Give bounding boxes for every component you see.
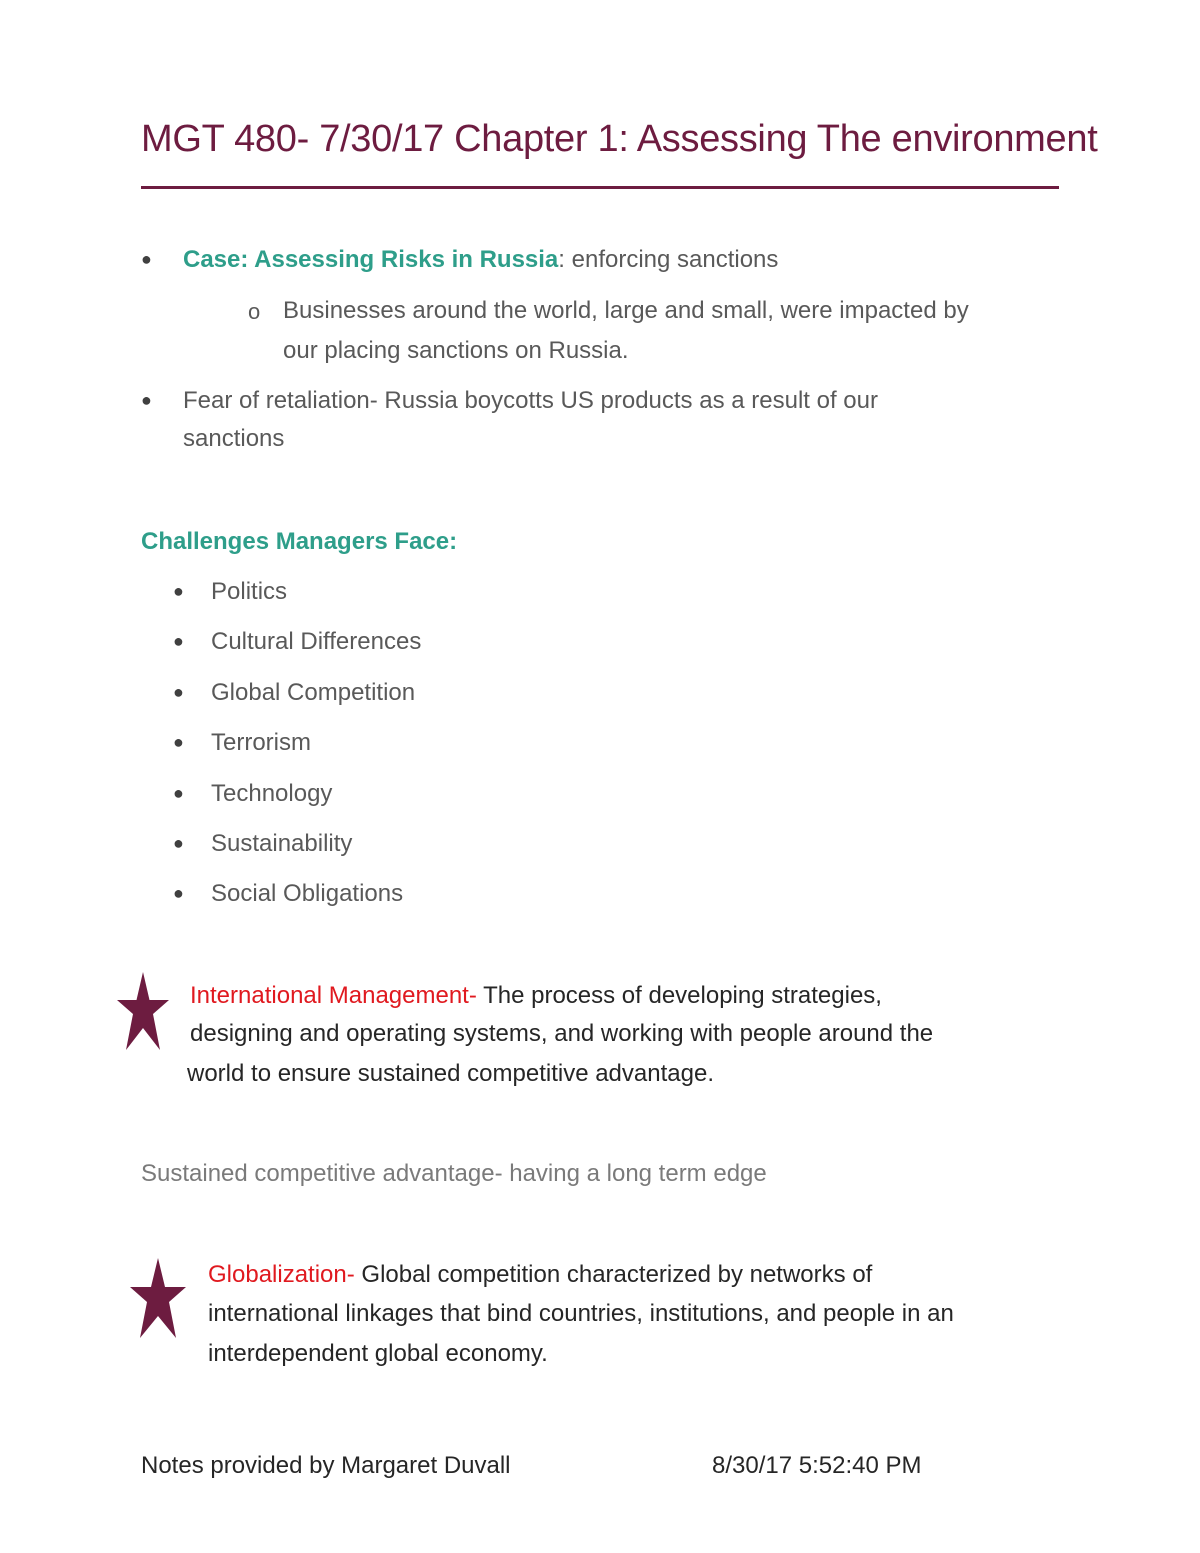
bullet-dot: ● [141, 390, 152, 410]
footer-timestamp: 8/30/17 5:52:40 PM [712, 1452, 922, 1479]
bullet-dot: ● [141, 249, 152, 269]
fear-line-1: Fear of retaliation- Russia boycotts US products as a result of our [183, 387, 878, 414]
bullet-dot: ● [173, 682, 184, 702]
challenge-item: Politics [211, 578, 288, 605]
fear-line-2: sanctions [183, 425, 285, 452]
intl-mgmt-line-1 [190, 982, 882, 1010]
globalization-term: Globalization- [208, 1261, 355, 1288]
challenge-item: Cultural Differences [211, 628, 422, 655]
challenge-item: Global Competition [211, 679, 416, 706]
star-icon [115, 970, 171, 1052]
globalization-def: Global competition characterized by networks of [354, 1261, 873, 1288]
globalization-line-1 [208, 1261, 872, 1289]
star-icon [128, 1256, 188, 1340]
bullet-dot: ● [173, 883, 184, 903]
title-divider [141, 186, 1059, 189]
bullet-dot: ● [173, 833, 184, 853]
challenge-item: Sustainability [211, 830, 353, 857]
challenge-item: Technology [211, 780, 333, 807]
case-sub-line-2: our placing sanctions on Russia. [283, 337, 629, 364]
case-rest: : enforcing sanctions [558, 246, 779, 273]
sub-bullet-circle: o [248, 299, 261, 324]
page-title: MGT 480- 7/30/17 Chapter 1: Assessing The environment [141, 118, 1098, 160]
bullet-dot: ● [173, 631, 184, 651]
case-sub-line-1: Businesses around the world, large and small, were impacted by [283, 297, 969, 324]
intl-mgmt-line-3: world to ensure sustained competitive advantage. [187, 1060, 714, 1087]
globalization-line-2: international linkages that bind countries, institutions, and people in an [208, 1300, 954, 1327]
challenge-item: Terrorism [211, 729, 311, 756]
intl-mgmt-def: The process of developing strategies, [476, 982, 882, 1009]
case-line [183, 246, 778, 274]
intl-mgmt-term: International Management- [190, 982, 477, 1009]
challenge-item: Social Obligations [211, 880, 404, 907]
globalization-line-3: interdependent global economy. [208, 1340, 548, 1367]
bullet-dot: ● [173, 581, 184, 601]
case-label: Case: Assessing Risks in Russia [183, 246, 559, 273]
sustained-advantage-note: Sustained competitive advantage- having a long term edge [141, 1160, 767, 1187]
challenges-heading: Challenges Managers Face: [141, 528, 458, 555]
footer-credit: Notes provided by Margaret Duvall [141, 1452, 511, 1479]
intl-mgmt-line-2: designing and operating systems, and working with people around the [190, 1020, 934, 1047]
bullet-dot: ● [173, 732, 184, 752]
bullet-dot: ● [173, 783, 184, 803]
